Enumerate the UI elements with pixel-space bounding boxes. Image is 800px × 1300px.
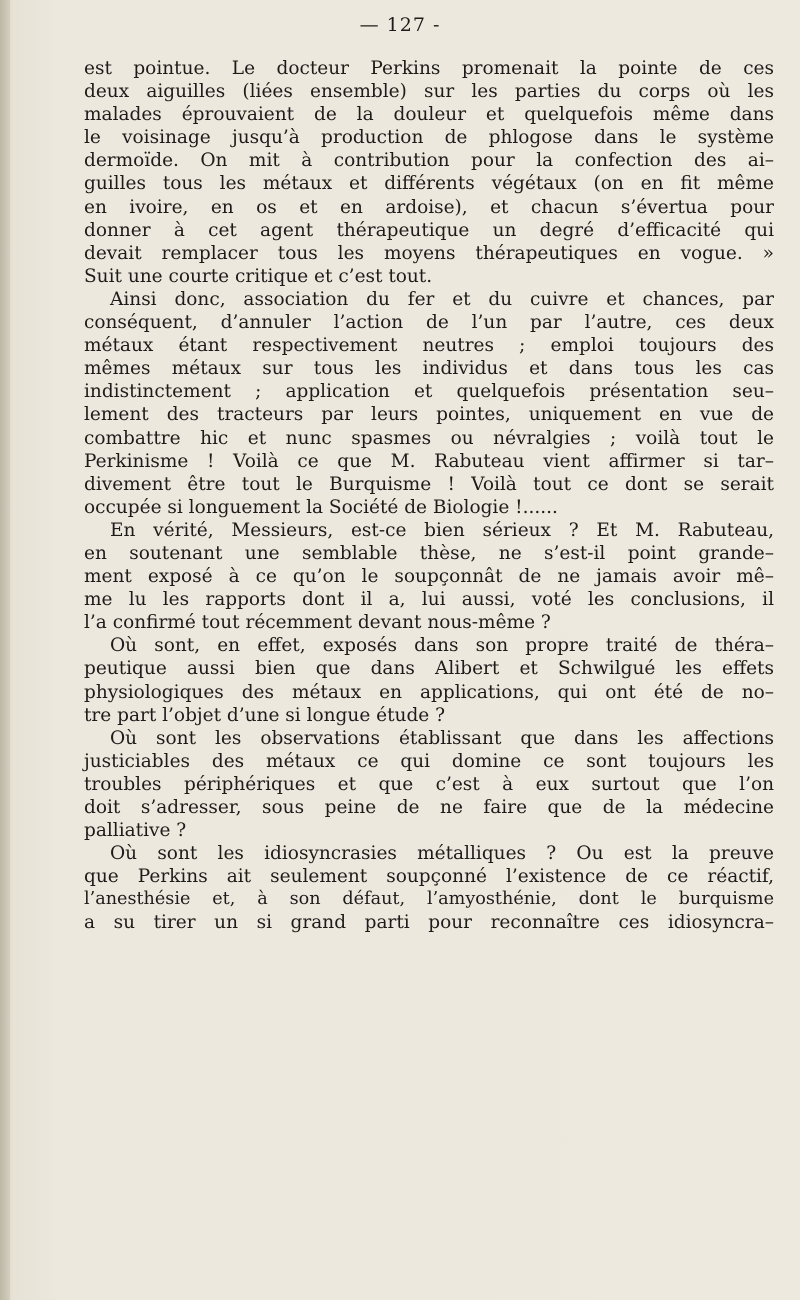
text-line: en soutenant une semblable thèse, ne s’est-il point grande– bbox=[84, 542, 774, 564]
text-line: malades éprouvaient de la douleur et quelquefois même dans bbox=[84, 104, 774, 126]
text-line: le voisinage jusqu’à production de phlogose dans le système bbox=[84, 127, 774, 149]
text-line: En vérité, Messieurs, est-ce bien sérieux ? Et M. Rabuteau, bbox=[110, 519, 774, 541]
text-line: mêmes métaux sur tous les individus et dans tous les cas bbox=[84, 358, 774, 380]
text-line: physiologiques des métaux en applications, qui ont été de no– bbox=[84, 681, 774, 703]
text-line: Suit une courte critique et c’est tout. bbox=[84, 265, 433, 287]
text-line: en ivoire, en os et en ardoise), et chacun s’évertua pour bbox=[84, 196, 774, 218]
text-line: l’anesthésie et, à son défaut, l’amyosthénie, dont le burquisme bbox=[84, 889, 774, 910]
text-line: divement être tout le Burquisme ! Voilà tout ce dont se serait bbox=[84, 473, 774, 495]
text-line: Où sont les observations établissant que dans les affections bbox=[110, 727, 774, 749]
text-line: palliative ? bbox=[84, 820, 187, 842]
text-line: occupée si longuement la Société de Biologie !...... bbox=[84, 496, 558, 518]
body-text bbox=[84, 57, 774, 935]
text-line: doit s’adresser, sous peine de ne faire que de la médecine bbox=[84, 797, 774, 818]
text-line: combattre hic et nunc spasmes ou névralgies ; voilà tout le bbox=[84, 427, 774, 449]
text-line: donner à cet agent thérapeutique un degré d’efficacité qui bbox=[84, 219, 774, 241]
text-line: a su tirer un si grand parti pour reconnaître ces idiosyncra– bbox=[84, 912, 774, 934]
text-line: est pointue. Le docteur Perkins promenait la pointe de ces bbox=[84, 58, 774, 79]
text-line: me lu les rapports dont il a, lui aussi, voté les conclusions, il bbox=[84, 589, 774, 611]
text-line: lement des tracteurs par leurs pointes, uniquement en vue de bbox=[84, 404, 774, 426]
page-number: — 127 - bbox=[359, 14, 441, 36]
binding-edge bbox=[0, 0, 10, 1300]
text-line: justiciables des métaux ce qui domine ce sont toujours les bbox=[84, 750, 774, 772]
text-line: devait remplacer tous les moyens thérapeutiques en vogue. » bbox=[84, 242, 774, 264]
text-line: troubles périphériques et que c’est à eux surtout que l’on bbox=[84, 773, 774, 795]
text-line: deux aiguilles (liées ensemble) sur les parties du corps où les bbox=[84, 81, 774, 103]
text-line: que Perkins ait seulement soupçonné l’existence de ce réactif, bbox=[84, 866, 774, 888]
text-line: dermoïde. On mit à contribution pour la confection des ai– bbox=[84, 150, 774, 172]
text-line: indistinctement ; application et quelquefois présentation seu– bbox=[84, 381, 774, 403]
text-line: l’a confirmé tout récemment devant nous-même ? bbox=[84, 612, 551, 634]
text-line: guilles tous les métaux et différents végétaux (on en fit même bbox=[84, 173, 774, 195]
text-line: conséquent, d’annuler l’action de l’un par l’autre, ces deux bbox=[84, 312, 774, 334]
text-line: Où sont, en effet, exposés dans son propre traité de théra– bbox=[110, 635, 774, 657]
text-line: Perkinisme ! Voilà ce que M. Rabuteau vient affirmer si tar– bbox=[84, 450, 774, 472]
text-line: ment exposé à ce qu’on le soupçonnât de ne jamais avoir mê– bbox=[84, 566, 774, 588]
text-line: Où sont les idiosyncrasies métalliques ? Ou est la preuve bbox=[110, 843, 774, 865]
text-line: Ainsi donc, association du fer et du cuivre et chances, par bbox=[110, 288, 774, 310]
text-line: peutique aussi bien que dans Alibert et Schwilgué les effets bbox=[84, 658, 774, 680]
text-line: métaux étant respectivement neutres ; emploi toujours des bbox=[84, 335, 774, 357]
text-line: tre part l’objet d’une si longue étude ? bbox=[84, 704, 446, 726]
